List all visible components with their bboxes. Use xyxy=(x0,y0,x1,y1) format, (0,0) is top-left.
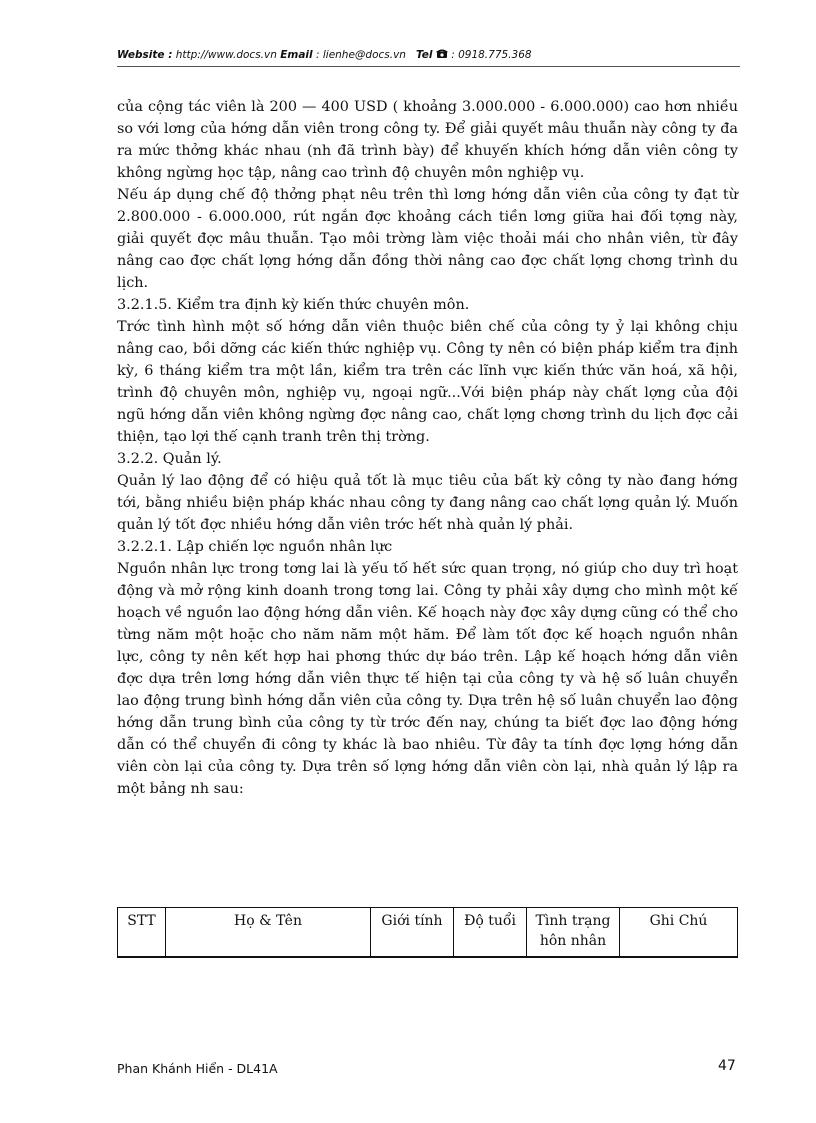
staff-table xyxy=(117,907,738,958)
email-value: : lienhe@docs.vn xyxy=(315,49,406,61)
tel-label: Tel xyxy=(415,49,433,61)
section-heading: 3.2.1.5. Kiểm tra định kỳ kiến thức chuyên môn. xyxy=(117,297,470,313)
footer-author: Phan Khánh Hiển - DL41A xyxy=(117,1061,278,1076)
paragraph: của cộng tác viên là 200 — 400 USD ( khoảng 3.000.000 - 6.000.000) cao hơn nhiều so với lơng của hớng dẫn viên trong công ty. Để giải quyết mâu thuẫn này công ty đa ra mức thởng khác nhau (nh đã trình bày) để khuyến khích hớng dẫn viên công ty không ngừng học tập, nâng cao trình độ chuyên môn nghiệp vụ. xyxy=(117,99,738,181)
header-divider xyxy=(117,66,740,67)
paragraph: Nguồn nhân lực trong tơng lai là yếu tố hết sức quan trọng, nó giúp cho duy trì hoạt động và mở rộng kinh doanh trong tơng lai. Công ty phải xây dựng cho mình một kế hoạch về nguồn lao động hớng dẫn viên. Kế hoạch này đợc xây dựng cũng có thể cho từng năm một hoặc cho năm năm một hăm. Để làm tốt đợc kế hoạch nguồn nhân lực, công ty nên kết hợp hai phơng thức dự báo trên. Lập kế hoạch hớng dẫn viên đợc dựa trên lơng hớng dẫn viên thực tế hiện tại của công ty và hệ số luân chuyển lao động trung bình hớng dẫn viên của công ty. Dựa trên hệ số luân chuyển lao động hớng dẫn trung bình của công ty từ trớc đến nay, chúng ta biết đợc lao động hớng dẫn có thể chuyển đi công ty khác là bao nhiêu. Từ đây ta tính đợc lợng hớng dẫn viên còn lại của công ty. Dựa trên số lợng hớng dẫn viên còn lại, nhà quản lý lập ra một bảng nh sau: xyxy=(117,561,738,797)
body-text xyxy=(117,96,738,800)
tel-value: : 0918.775.368 xyxy=(451,49,532,61)
paragraph: Trớc tình hình một số hớng dẫn viên thuộc biên chế của công ty ỷ lại không chịu nâng cao, bồi dỡng các kiến thức nghiệp vụ. Công ty nên có biện pháp kiểm tra định kỳ, 6 tháng kiểm tra một lần, kiểm tra trên các lĩnh vực kiến thức văn hoá, xã hội, trình độ chuyên môn, nghiệp vụ, ngoại ngữ...Với biện pháp này chất lợng của đội ngũ hớng dẫn viên không ngừng đợc nâng cao, chất lợng chơng trình du lịch đợc cải thiện, tạo lợi thế cạnh tranh trên thị trờng. xyxy=(117,319,738,445)
email-label: Email xyxy=(280,49,313,61)
page-header xyxy=(117,48,739,62)
column-header-marital-status: Tình trạng hôn nhân xyxy=(527,908,620,958)
section-heading: 3.2.2. Quản lý. xyxy=(117,451,222,467)
column-header-stt: STT xyxy=(118,908,166,958)
website-label: Website : xyxy=(117,49,173,61)
column-header-name: Họ & Tên xyxy=(166,908,371,958)
section-heading: 3.2.2.1. Lập chiến lợc nguồn nhân lực xyxy=(117,539,393,555)
page-number: 47 xyxy=(718,1058,736,1074)
website-value: http://www.docs.vn xyxy=(175,49,277,61)
paragraph: Nếu áp dụng chế độ thởng phạt nêu trên thì lơng hớng dẫn viên của công ty đạt từ 2.800.000 - 6.000.000, rút ngắn đợc khoảng cách tiền lơng giữa hai đối tợng này, giải quyết đợc mâu thuẫn. Tạo môi trờng làm việc thoải mái cho nhân viên, từ đây nâng cao đợc chất lợng hớng dẫn đồng thời nâng cao đợc chất lợng chơng trình du lịch. xyxy=(117,187,738,291)
column-header-gender: Giới tính xyxy=(371,908,454,958)
column-header-age: Độ tuổi xyxy=(454,908,527,958)
paragraph: Quản lý lao động để có hiệu quả tốt là mục tiêu của bất kỳ công ty nào đang hớng tới, bằng nhiều biện pháp khác nhau công ty đang nâng cao chất lợng quản lý. Muốn quản lý tốt đợc nhiều hớng dẫn viên trớc hết nhà quản lý phải. xyxy=(117,473,738,533)
column-header-notes: Ghi Chú xyxy=(620,908,738,958)
telephone-icon xyxy=(436,48,448,62)
table-header-row xyxy=(118,908,738,958)
